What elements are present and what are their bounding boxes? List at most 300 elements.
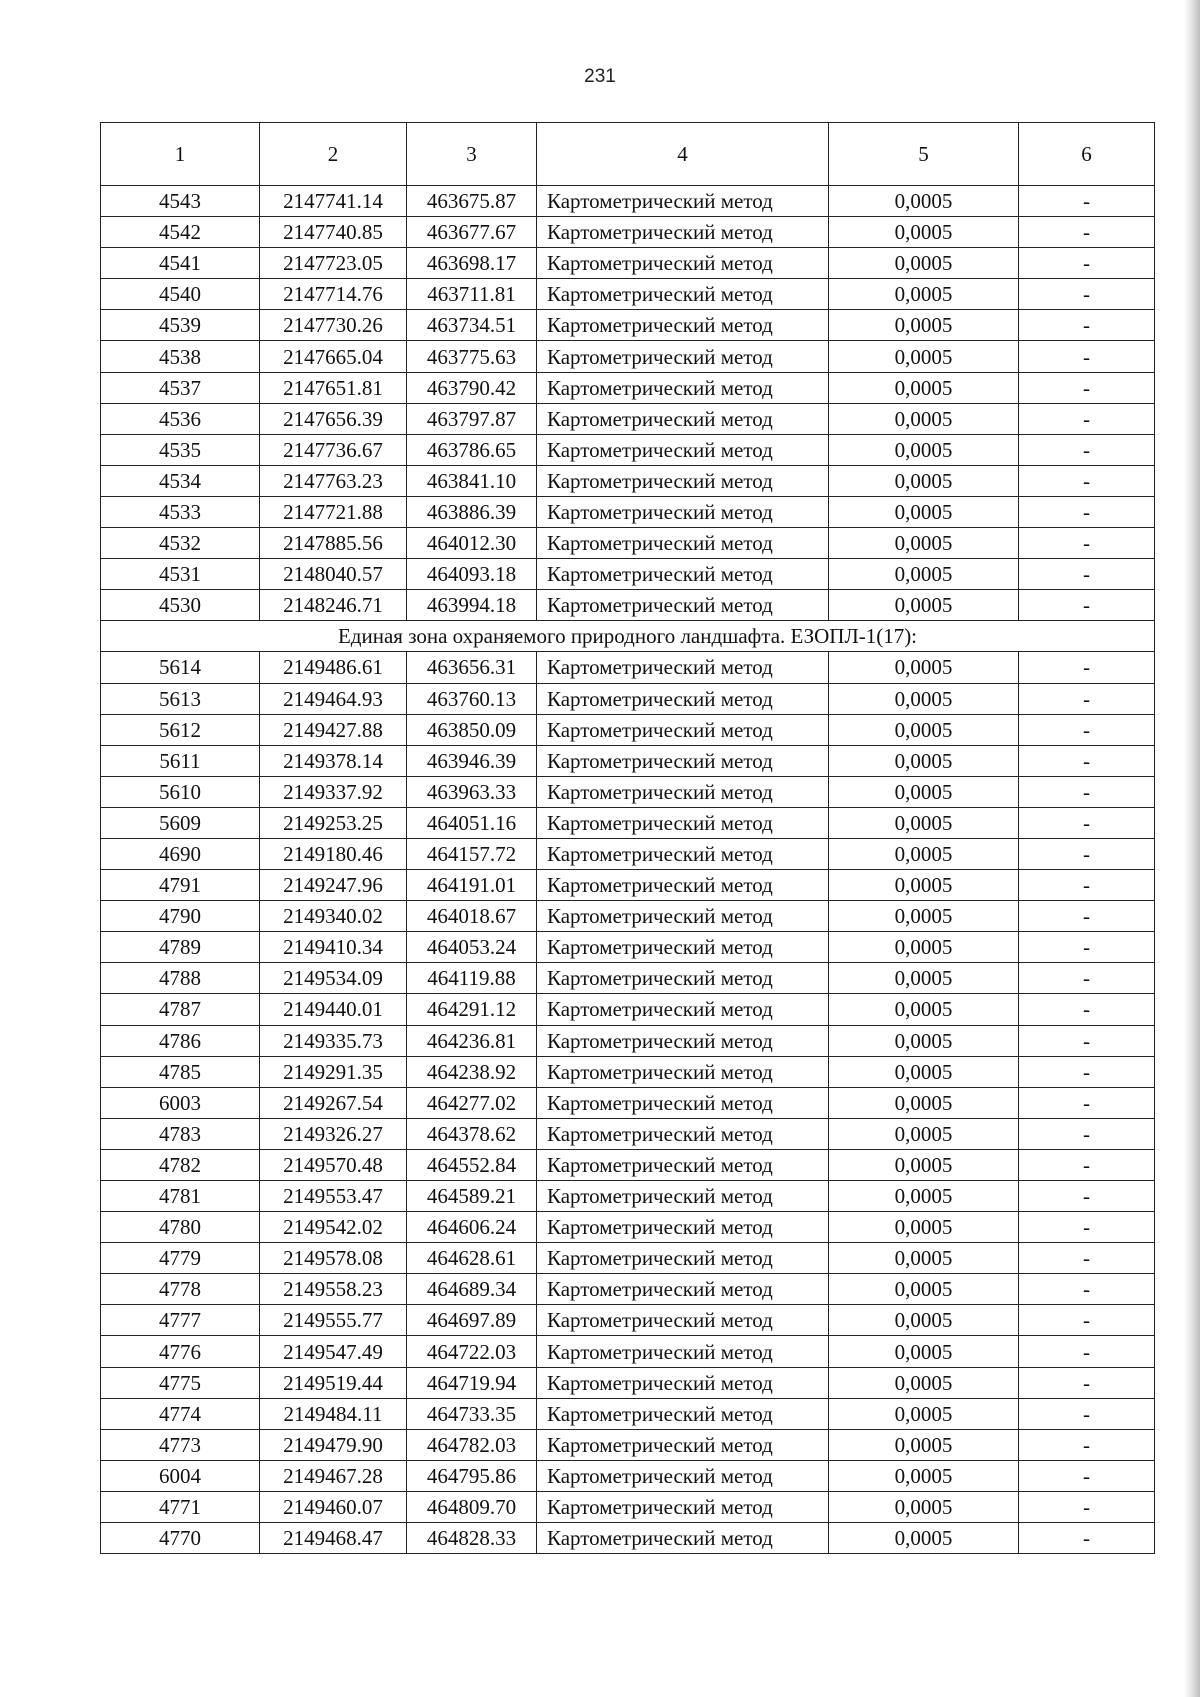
coordinate-y-cell: 464378.62	[407, 1118, 537, 1149]
accuracy-cell: 0,0005	[829, 217, 1019, 248]
column-header-4: 4	[537, 123, 829, 186]
point-number-cell: 4776	[101, 1336, 260, 1367]
accuracy-cell: 0,0005	[829, 1149, 1019, 1180]
method-cell: Картометрический метод	[537, 745, 829, 776]
method-cell: Картометрический метод	[537, 1274, 829, 1305]
coordinate-x-cell: 2149467.28	[260, 1460, 407, 1491]
note-cell: -	[1019, 186, 1155, 217]
point-number-cell: 6004	[101, 1460, 260, 1491]
point-number-cell: 4779	[101, 1243, 260, 1274]
table-row	[101, 1149, 1155, 1180]
note-cell: -	[1019, 745, 1155, 776]
method-cell: Картометрический метод	[537, 248, 829, 279]
coordinate-y-cell: 464828.33	[407, 1523, 537, 1554]
point-number-cell: 4539	[101, 310, 260, 341]
point-number-cell: 4773	[101, 1429, 260, 1460]
point-number-cell: 5611	[101, 745, 260, 776]
coordinate-x-cell: 2149542.02	[260, 1212, 407, 1243]
coordinate-x-cell: 2149570.48	[260, 1149, 407, 1180]
coordinate-x-cell: 2147740.85	[260, 217, 407, 248]
coordinate-y-cell: 464809.70	[407, 1491, 537, 1522]
coordinate-x-cell: 2149410.34	[260, 932, 407, 963]
method-cell: Картометрический метод	[537, 559, 829, 590]
coordinate-y-cell: 463786.65	[407, 434, 537, 465]
coordinate-y-cell: 463994.18	[407, 590, 537, 621]
point-number-cell: 4540	[101, 279, 260, 310]
point-number-cell: 4780	[101, 1212, 260, 1243]
method-cell: Картометрический метод	[537, 465, 829, 496]
point-number-cell: 4774	[101, 1398, 260, 1429]
note-cell: -	[1019, 217, 1155, 248]
table-row	[101, 1367, 1155, 1398]
point-number-cell: 4532	[101, 528, 260, 559]
table-row	[101, 310, 1155, 341]
coordinate-x-cell: 2149519.44	[260, 1367, 407, 1398]
coordinates-table	[100, 122, 1155, 1554]
coordinate-x-cell: 2149555.77	[260, 1305, 407, 1336]
table-row	[101, 994, 1155, 1025]
method-cell: Картометрический метод	[537, 714, 829, 745]
accuracy-cell: 0,0005	[829, 1118, 1019, 1149]
point-number-cell: 4537	[101, 372, 260, 403]
coordinate-y-cell: 463841.10	[407, 465, 537, 496]
coordinate-y-cell: 464689.34	[407, 1274, 537, 1305]
accuracy-cell: 0,0005	[829, 1087, 1019, 1118]
table-row	[101, 1181, 1155, 1212]
point-number-cell: 4787	[101, 994, 260, 1025]
table-row	[101, 1460, 1155, 1491]
coordinate-y-cell: 463711.81	[407, 279, 537, 310]
coordinate-y-cell: 463775.63	[407, 341, 537, 372]
method-cell: Картометрический метод	[537, 1523, 829, 1554]
table-row	[101, 838, 1155, 869]
method-cell: Картометрический метод	[537, 1491, 829, 1522]
coordinate-x-cell: 2148040.57	[260, 559, 407, 590]
column-header-5: 5	[829, 123, 1019, 186]
accuracy-cell: 0,0005	[829, 186, 1019, 217]
note-cell: -	[1019, 372, 1155, 403]
note-cell: -	[1019, 1025, 1155, 1056]
method-cell: Картометрический метод	[537, 807, 829, 838]
method-cell: Картометрический метод	[537, 496, 829, 527]
note-cell: -	[1019, 465, 1155, 496]
accuracy-cell: 0,0005	[829, 745, 1019, 776]
note-cell: -	[1019, 994, 1155, 1025]
coordinate-x-cell: 2149180.46	[260, 838, 407, 869]
accuracy-cell: 0,0005	[829, 1181, 1019, 1212]
coordinate-x-cell: 2147885.56	[260, 528, 407, 559]
coordinate-x-cell: 2147665.04	[260, 341, 407, 372]
method-cell: Картометрический метод	[537, 217, 829, 248]
note-cell: -	[1019, 590, 1155, 621]
accuracy-cell: 0,0005	[829, 838, 1019, 869]
point-number-cell: 5610	[101, 776, 260, 807]
coordinate-y-cell: 464733.35	[407, 1398, 537, 1429]
coordinate-x-cell: 2147723.05	[260, 248, 407, 279]
accuracy-cell: 0,0005	[829, 1212, 1019, 1243]
point-number-cell: 5613	[101, 683, 260, 714]
point-number-cell: 4781	[101, 1181, 260, 1212]
accuracy-cell: 0,0005	[829, 776, 1019, 807]
accuracy-cell: 0,0005	[829, 1274, 1019, 1305]
table-row	[101, 496, 1155, 527]
note-cell: -	[1019, 807, 1155, 838]
coordinate-y-cell: 463677.67	[407, 217, 537, 248]
accuracy-cell: 0,0005	[829, 496, 1019, 527]
table-row	[101, 1243, 1155, 1274]
accuracy-cell: 0,0005	[829, 1305, 1019, 1336]
note-cell: -	[1019, 1274, 1155, 1305]
table-row	[101, 248, 1155, 279]
coordinate-y-cell: 464795.86	[407, 1460, 537, 1491]
accuracy-cell: 0,0005	[829, 652, 1019, 683]
method-cell: Картометрический метод	[537, 279, 829, 310]
method-cell: Картометрический метод	[537, 372, 829, 403]
note-cell: -	[1019, 1398, 1155, 1429]
table-row	[101, 528, 1155, 559]
note-cell: -	[1019, 838, 1155, 869]
method-cell: Картометрический метод	[537, 1212, 829, 1243]
accuracy-cell: 0,0005	[829, 372, 1019, 403]
table-row	[101, 870, 1155, 901]
table-row	[101, 1087, 1155, 1118]
accuracy-cell: 0,0005	[829, 1460, 1019, 1491]
accuracy-cell: 0,0005	[829, 1243, 1019, 1274]
table-row	[101, 1118, 1155, 1149]
coordinate-y-cell: 464606.24	[407, 1212, 537, 1243]
note-cell: -	[1019, 1181, 1155, 1212]
table-row	[101, 1336, 1155, 1367]
point-number-cell: 6003	[101, 1087, 260, 1118]
note-cell: -	[1019, 279, 1155, 310]
coordinate-x-cell: 2149326.27	[260, 1118, 407, 1149]
column-header-3: 3	[407, 123, 537, 186]
table-row	[101, 1025, 1155, 1056]
section-row	[101, 621, 1155, 652]
note-cell: -	[1019, 341, 1155, 372]
accuracy-cell: 0,0005	[829, 341, 1019, 372]
accuracy-cell: 0,0005	[829, 403, 1019, 434]
point-number-cell: 4530	[101, 590, 260, 621]
accuracy-cell: 0,0005	[829, 465, 1019, 496]
accuracy-cell: 0,0005	[829, 870, 1019, 901]
table-row	[101, 1491, 1155, 1522]
coordinate-x-cell: 2148246.71	[260, 590, 407, 621]
method-cell: Картометрический метод	[537, 932, 829, 963]
accuracy-cell: 0,0005	[829, 248, 1019, 279]
coordinate-y-cell: 464628.61	[407, 1243, 537, 1274]
point-number-cell: 4791	[101, 870, 260, 901]
coordinate-y-cell: 464018.67	[407, 901, 537, 932]
coordinate-x-cell: 2149247.96	[260, 870, 407, 901]
table-row	[101, 403, 1155, 434]
method-cell: Картометрический метод	[537, 528, 829, 559]
accuracy-cell: 0,0005	[829, 807, 1019, 838]
method-cell: Картометрический метод	[537, 186, 829, 217]
note-cell: -	[1019, 1149, 1155, 1180]
table-row	[101, 217, 1155, 248]
note-cell: -	[1019, 1523, 1155, 1554]
point-number-cell: 4536	[101, 403, 260, 434]
coordinate-x-cell: 2149484.11	[260, 1398, 407, 1429]
point-number-cell: 4770	[101, 1523, 260, 1554]
table-row	[101, 683, 1155, 714]
coordinate-x-cell: 2149335.73	[260, 1025, 407, 1056]
table-row	[101, 1305, 1155, 1336]
accuracy-cell: 0,0005	[829, 994, 1019, 1025]
accuracy-cell: 0,0005	[829, 1336, 1019, 1367]
method-cell: Картометрический метод	[537, 1118, 829, 1149]
note-cell: -	[1019, 714, 1155, 745]
point-number-cell: 4786	[101, 1025, 260, 1056]
coordinate-x-cell: 2149464.93	[260, 683, 407, 714]
table-header-row	[101, 123, 1155, 186]
note-cell: -	[1019, 1243, 1155, 1274]
coordinate-x-cell: 2149267.54	[260, 1087, 407, 1118]
table-row	[101, 341, 1155, 372]
accuracy-cell: 0,0005	[829, 683, 1019, 714]
note-cell: -	[1019, 652, 1155, 683]
accuracy-cell: 0,0005	[829, 963, 1019, 994]
point-number-cell: 4542	[101, 217, 260, 248]
note-cell: -	[1019, 559, 1155, 590]
accuracy-cell: 0,0005	[829, 434, 1019, 465]
note-cell: -	[1019, 1056, 1155, 1087]
method-cell: Картометрический метод	[537, 1460, 829, 1491]
coordinate-y-cell: 464236.81	[407, 1025, 537, 1056]
accuracy-cell: 0,0005	[829, 1367, 1019, 1398]
accuracy-cell: 0,0005	[829, 714, 1019, 745]
coordinate-y-cell: 463797.87	[407, 403, 537, 434]
table-row	[101, 745, 1155, 776]
column-header-2: 2	[260, 123, 407, 186]
point-number-cell: 4533	[101, 496, 260, 527]
coordinate-y-cell: 463850.09	[407, 714, 537, 745]
coordinate-y-cell: 463946.39	[407, 745, 537, 776]
note-cell: -	[1019, 1118, 1155, 1149]
coordinate-x-cell: 2147656.39	[260, 403, 407, 434]
column-header-1: 1	[101, 123, 260, 186]
method-cell: Картометрический метод	[537, 1056, 829, 1087]
coordinate-y-cell: 463734.51	[407, 310, 537, 341]
point-number-cell: 4534	[101, 465, 260, 496]
coordinate-y-cell: 464589.21	[407, 1181, 537, 1212]
coordinate-x-cell: 2147741.14	[260, 186, 407, 217]
method-cell: Картометрический метод	[537, 1181, 829, 1212]
coordinate-x-cell: 2147714.76	[260, 279, 407, 310]
method-cell: Картометрический метод	[537, 1367, 829, 1398]
coordinate-x-cell: 2149378.14	[260, 745, 407, 776]
coordinate-x-cell: 2147730.26	[260, 310, 407, 341]
note-cell: -	[1019, 683, 1155, 714]
coordinate-y-cell: 463963.33	[407, 776, 537, 807]
accuracy-cell: 0,0005	[829, 1429, 1019, 1460]
point-number-cell: 5614	[101, 652, 260, 683]
point-number-cell: 4543	[101, 186, 260, 217]
accuracy-cell: 0,0005	[829, 932, 1019, 963]
table-body	[101, 186, 1155, 1554]
table-row	[101, 714, 1155, 745]
page-number: 231	[584, 66, 616, 87]
method-cell: Картометрический метод	[537, 1087, 829, 1118]
table-row	[101, 1429, 1155, 1460]
table-row	[101, 807, 1155, 838]
note-cell: -	[1019, 776, 1155, 807]
coordinate-y-cell: 463675.87	[407, 186, 537, 217]
table-row	[101, 590, 1155, 621]
coordinate-y-cell: 463698.17	[407, 248, 537, 279]
method-cell: Картометрический метод	[537, 776, 829, 807]
coordinate-x-cell: 2147763.23	[260, 465, 407, 496]
table-row	[101, 776, 1155, 807]
table-row	[101, 652, 1155, 683]
coordinate-y-cell: 463760.13	[407, 683, 537, 714]
column-header-6: 6	[1019, 123, 1155, 186]
note-cell: -	[1019, 1429, 1155, 1460]
coordinate-y-cell: 464191.01	[407, 870, 537, 901]
point-number-cell: 4775	[101, 1367, 260, 1398]
note-cell: -	[1019, 932, 1155, 963]
coordinate-y-cell: 464719.94	[407, 1367, 537, 1398]
method-cell: Картометрический метод	[537, 870, 829, 901]
coordinate-y-cell: 464238.92	[407, 1056, 537, 1087]
accuracy-cell: 0,0005	[829, 1056, 1019, 1087]
table-row	[101, 434, 1155, 465]
coordinate-x-cell: 2149578.08	[260, 1243, 407, 1274]
point-number-cell: 4783	[101, 1118, 260, 1149]
table-row	[101, 559, 1155, 590]
point-number-cell: 4782	[101, 1149, 260, 1180]
accuracy-cell: 0,0005	[829, 559, 1019, 590]
note-cell: -	[1019, 1367, 1155, 1398]
note-cell: -	[1019, 1491, 1155, 1522]
table-row	[101, 901, 1155, 932]
coordinate-y-cell: 464093.18	[407, 559, 537, 590]
point-number-cell: 4777	[101, 1305, 260, 1336]
point-number-cell: 5609	[101, 807, 260, 838]
method-cell: Картометрический метод	[537, 1336, 829, 1367]
point-number-cell: 5612	[101, 714, 260, 745]
note-cell: -	[1019, 310, 1155, 341]
coordinate-y-cell: 464697.89	[407, 1305, 537, 1336]
coordinate-y-cell: 463656.31	[407, 652, 537, 683]
note-cell: -	[1019, 528, 1155, 559]
coordinate-y-cell: 464012.30	[407, 528, 537, 559]
table-row	[101, 1398, 1155, 1429]
method-cell: Картометрический метод	[537, 652, 829, 683]
coordinate-x-cell: 2147721.88	[260, 496, 407, 527]
coordinate-y-cell: 464053.24	[407, 932, 537, 963]
table-row	[101, 932, 1155, 963]
coordinate-x-cell: 2149534.09	[260, 963, 407, 994]
method-cell: Картометрический метод	[537, 838, 829, 869]
coordinate-x-cell: 2149340.02	[260, 901, 407, 932]
section-title: Единая зона охраняемого природного ландшафта. ЕЗОПЛ-1(17):	[101, 621, 1155, 652]
table-row	[101, 1212, 1155, 1243]
coordinate-x-cell: 2149440.01	[260, 994, 407, 1025]
coordinate-y-cell: 464119.88	[407, 963, 537, 994]
point-number-cell: 4538	[101, 341, 260, 372]
coordinate-x-cell: 2147736.67	[260, 434, 407, 465]
table-row	[101, 1523, 1155, 1554]
note-cell: -	[1019, 870, 1155, 901]
accuracy-cell: 0,0005	[829, 901, 1019, 932]
method-cell: Картометрический метод	[537, 403, 829, 434]
note-cell: -	[1019, 901, 1155, 932]
note-cell: -	[1019, 1460, 1155, 1491]
method-cell: Картометрический метод	[537, 310, 829, 341]
coordinate-y-cell: 464051.16	[407, 807, 537, 838]
table-row	[101, 465, 1155, 496]
table-row	[101, 1274, 1155, 1305]
note-cell: -	[1019, 1336, 1155, 1367]
point-number-cell: 4771	[101, 1491, 260, 1522]
method-cell: Картометрический метод	[537, 1243, 829, 1274]
coordinate-y-cell: 463790.42	[407, 372, 537, 403]
point-number-cell: 4535	[101, 434, 260, 465]
coordinate-x-cell: 2149468.47	[260, 1523, 407, 1554]
coordinate-x-cell: 2149479.90	[260, 1429, 407, 1460]
point-number-cell: 4789	[101, 932, 260, 963]
accuracy-cell: 0,0005	[829, 279, 1019, 310]
coordinate-y-cell: 464277.02	[407, 1087, 537, 1118]
coordinate-x-cell: 2149558.23	[260, 1274, 407, 1305]
accuracy-cell: 0,0005	[829, 310, 1019, 341]
method-cell: Картометрический метод	[537, 1398, 829, 1429]
coordinate-y-cell: 464782.03	[407, 1429, 537, 1460]
note-cell: -	[1019, 1305, 1155, 1336]
coordinate-x-cell: 2149547.49	[260, 1336, 407, 1367]
coordinate-y-cell: 464552.84	[407, 1149, 537, 1180]
accuracy-cell: 0,0005	[829, 1025, 1019, 1056]
coordinate-x-cell: 2149427.88	[260, 714, 407, 745]
coordinate-x-cell: 2147651.81	[260, 372, 407, 403]
note-cell: -	[1019, 434, 1155, 465]
accuracy-cell: 0,0005	[829, 1523, 1019, 1554]
scan-page-edge	[1184, 0, 1200, 1697]
accuracy-cell: 0,0005	[829, 1398, 1019, 1429]
point-number-cell: 4541	[101, 248, 260, 279]
coordinate-x-cell: 2149553.47	[260, 1181, 407, 1212]
note-cell: -	[1019, 403, 1155, 434]
method-cell: Картометрический метод	[537, 341, 829, 372]
coordinate-y-cell: 464722.03	[407, 1336, 537, 1367]
method-cell: Картометрический метод	[537, 1025, 829, 1056]
coordinate-x-cell: 2149460.07	[260, 1491, 407, 1522]
method-cell: Картометрический метод	[537, 963, 829, 994]
coordinate-x-cell: 2149253.25	[260, 807, 407, 838]
method-cell: Картометрический метод	[537, 901, 829, 932]
table-row	[101, 1056, 1155, 1087]
point-number-cell: 4531	[101, 559, 260, 590]
coordinate-y-cell: 464157.72	[407, 838, 537, 869]
note-cell: -	[1019, 496, 1155, 527]
table-row	[101, 372, 1155, 403]
table-row	[101, 279, 1155, 310]
note-cell: -	[1019, 963, 1155, 994]
table-row	[101, 186, 1155, 217]
note-cell: -	[1019, 1212, 1155, 1243]
point-number-cell: 4778	[101, 1274, 260, 1305]
note-cell: -	[1019, 248, 1155, 279]
coordinate-x-cell: 2149337.92	[260, 776, 407, 807]
accuracy-cell: 0,0005	[829, 528, 1019, 559]
coordinate-y-cell: 463886.39	[407, 496, 537, 527]
method-cell: Картометрический метод	[537, 590, 829, 621]
point-number-cell: 4788	[101, 963, 260, 994]
note-cell: -	[1019, 1087, 1155, 1118]
point-number-cell: 4785	[101, 1056, 260, 1087]
